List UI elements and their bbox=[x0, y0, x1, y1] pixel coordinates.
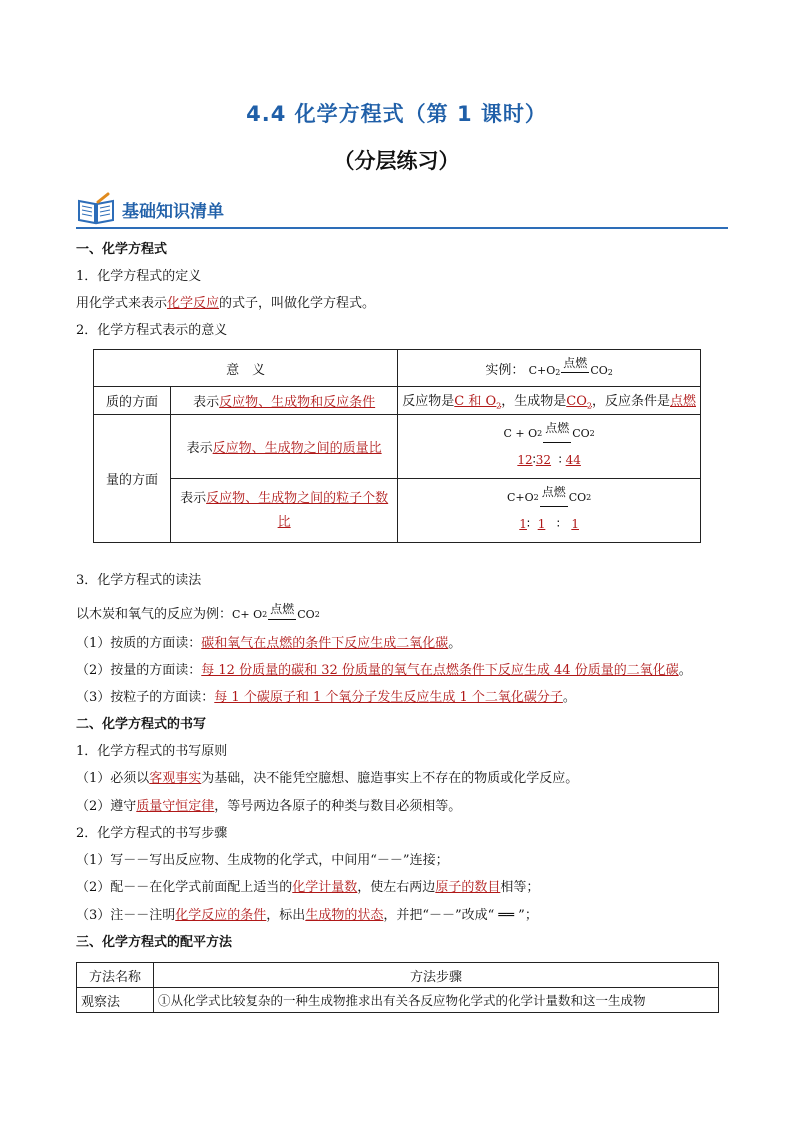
text: 。 bbox=[678, 663, 692, 678]
meaning-table bbox=[93, 349, 701, 543]
text: ，等号两边各原子的种类与数目必须相等。 bbox=[214, 799, 462, 814]
row-label-quality: 质的方面 bbox=[94, 387, 171, 415]
page-title: 4.4 化学方程式（第 1 课时） bbox=[246, 102, 547, 126]
text: 的式子，叫做化学方程式。 bbox=[219, 296, 376, 311]
equation: C+O 2 点燃 CO 2 bbox=[528, 355, 613, 377]
table-header-example bbox=[398, 350, 701, 387]
text: 。 bbox=[448, 636, 462, 651]
ratio-value: 44 bbox=[565, 452, 581, 467]
section-heading-3: 三、化学方程式的配平方法 bbox=[76, 935, 233, 950]
text: ，反应条件是 bbox=[591, 394, 670, 410]
table-header-meaning: 意 义 bbox=[94, 350, 398, 387]
text: 表示 bbox=[193, 395, 220, 410]
text: ，使左右两边 bbox=[357, 880, 436, 895]
quality-example bbox=[398, 387, 701, 415]
text: CO bbox=[566, 394, 587, 410]
step-item: （1）写－－写出反应物、生成物的化学式，中间用“－－”连接； bbox=[76, 853, 449, 868]
text: ，生成物是 bbox=[501, 394, 567, 410]
condition-label: 点燃 bbox=[563, 355, 588, 370]
answer: 原子的数目 bbox=[435, 880, 501, 895]
text: 以木炭和氧气的反应为例： bbox=[76, 607, 233, 622]
ratio-value: 32 bbox=[535, 452, 552, 467]
text: （2）按量的方面读： bbox=[76, 663, 202, 678]
text: 表示 bbox=[186, 441, 213, 456]
book-icon bbox=[76, 192, 116, 226]
banner-divider bbox=[76, 227, 728, 229]
principle-title: 1．化学方程式的书写原则 bbox=[76, 744, 228, 759]
reading-item bbox=[76, 662, 692, 680]
condition-label: 点燃 bbox=[541, 484, 566, 499]
answer: 点燃 bbox=[669, 394, 696, 410]
table-header-steps: 方法步骤 bbox=[154, 963, 719, 988]
reading-intro bbox=[76, 602, 320, 624]
answer: $CO_2$ bbox=[566, 394, 592, 411]
condition-label: 点燃 bbox=[270, 602, 295, 616]
text: 表示 bbox=[180, 490, 207, 506]
section-heading-1: 一、化学方程式 bbox=[76, 242, 168, 257]
table-header-method: 方法名称 bbox=[77, 963, 154, 988]
method-steps: ①从化学式比较复杂的一种生成物推求出有关各反应物化学式的化学计量数和这一生成物 bbox=[154, 988, 719, 1013]
equation: C+ O 2 点燃 CO $^2$ bbox=[232, 602, 320, 621]
answer: 生成物的状态 bbox=[305, 908, 384, 923]
meaning-title: 2．化学方程式表示的意义 bbox=[76, 323, 228, 338]
definition-text bbox=[76, 295, 375, 313]
particle-ratio-example: C+O 2 点燃 CO $^2$ 1∶ 1 ∶ 1 bbox=[398, 479, 701, 543]
step-item bbox=[76, 907, 538, 925]
mass-ratio-meaning bbox=[171, 415, 398, 479]
text: （3）注－－注明 bbox=[76, 908, 176, 923]
reading-item bbox=[76, 635, 461, 653]
definition-title: 1．化学方程式的定义 bbox=[76, 269, 202, 284]
text: 。 bbox=[562, 690, 576, 705]
text: （1）按质的方面读： bbox=[76, 636, 202, 651]
equation: C+O 2 点燃 CO $^2$ bbox=[507, 485, 591, 511]
balancing-table bbox=[76, 962, 719, 1013]
text: 实例： bbox=[485, 362, 525, 378]
method-name: 观察法 bbox=[77, 988, 154, 1013]
principle-item bbox=[76, 770, 578, 788]
answer: 反应物、生成物之间的质量比 bbox=[212, 441, 382, 456]
answer: 反应物、生成物和反应条件 bbox=[219, 395, 376, 410]
answer: 化学计量数 bbox=[292, 880, 358, 895]
text: C 和 O bbox=[454, 394, 497, 410]
answer: 每 1 个碳原子和 1 个氧分子发生反应生成 1 个二氧化碳分子 bbox=[214, 690, 563, 705]
answer: 反应物、生成物之间的粒子个数比 bbox=[206, 490, 389, 530]
section-heading-2: 二、化学方程式的书写 bbox=[76, 717, 207, 732]
steps-title: 2．化学方程式的书写步骤 bbox=[76, 826, 228, 841]
ratio-value: 1 bbox=[519, 516, 527, 531]
principle-item bbox=[76, 798, 461, 816]
text: （2）遵守 bbox=[76, 799, 137, 814]
answer: 客观事实 bbox=[149, 771, 202, 786]
equation: C + O 2 点燃 CO $^2$ bbox=[503, 421, 594, 447]
banner-label: 基础知识清单 bbox=[122, 202, 224, 222]
text: （1）必须以 bbox=[76, 771, 150, 786]
quality-meaning bbox=[171, 387, 398, 415]
text: 相等； bbox=[500, 880, 540, 895]
particle-ratio-meaning bbox=[171, 479, 398, 543]
ratio-value: 1 bbox=[537, 516, 546, 531]
text: ，并把“－－”改成“ ══ ”； bbox=[383, 908, 538, 923]
text: 反应物是 bbox=[402, 394, 455, 410]
text: （3）按粒子的方面读： bbox=[76, 690, 215, 705]
page-subtitle: （分层练习） bbox=[333, 149, 460, 173]
row-label-quantity: 量的方面 bbox=[94, 415, 171, 543]
answer: 质量守恒定律 bbox=[136, 799, 215, 814]
ratio-value: 12 bbox=[517, 452, 533, 467]
answer: 化学反应 bbox=[167, 296, 220, 311]
text: （2）配－－在化学式前面配上适当的 bbox=[76, 880, 293, 895]
ratio-value: 1 bbox=[571, 516, 579, 531]
section-banner bbox=[76, 190, 728, 230]
answer: C 和 $O_2$ bbox=[454, 394, 502, 411]
mass-ratio-example: C + O 2 点燃 CO $^2$ 12∶32 ∶ 44 bbox=[398, 415, 701, 479]
answer: 每 12 份质量的碳和 32 份质量的氧气在点燃条件下反应生成 44 份质量的二氧化碳 bbox=[201, 663, 679, 678]
text: 用化学式来表示 bbox=[76, 296, 168, 311]
text: 为基础，决不能凭空臆想、臆造事实上不存在的物质或化学反应。 bbox=[201, 771, 579, 786]
step-item bbox=[76, 879, 539, 897]
reading-title: 3．化学方程式的读法 bbox=[76, 573, 202, 588]
reading-item bbox=[76, 689, 576, 707]
text: ，标出 bbox=[266, 908, 306, 923]
answer: 化学反应的条件 bbox=[175, 908, 267, 923]
answer: 碳和氧气在点燃的条件下反应生成二氧化碳 bbox=[201, 636, 449, 651]
condition-label: 点燃 bbox=[545, 420, 570, 435]
